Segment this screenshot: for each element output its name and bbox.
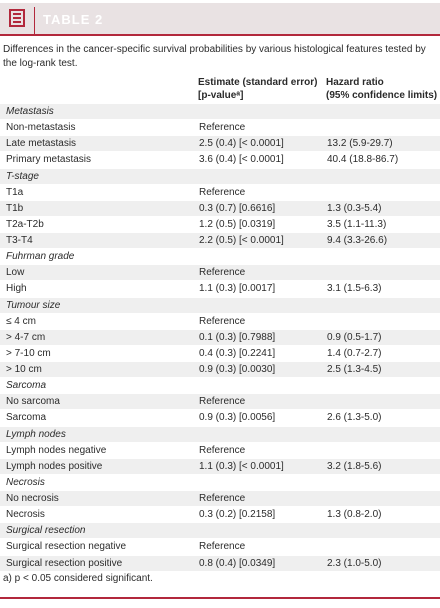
table-row [0, 281, 440, 297]
table-row [0, 539, 440, 555]
row-hazard: 3.2 (1.8-5.6) [327, 460, 382, 472]
row-label: > 4-7 cm [6, 331, 46, 343]
row-label: Surgical resection negative [6, 541, 127, 553]
row-hazard: 1.4 (0.7-2.7) [327, 347, 382, 359]
row-estimate: 1.2 (0.5) [0.0319] [199, 218, 276, 230]
row-label: Surgical resection positive [6, 557, 123, 569]
bottom-rule [0, 597, 440, 599]
row-label: Necrosis [6, 476, 45, 488]
table-icon [9, 9, 25, 27]
row-label: T1b [6, 202, 24, 214]
table-section-row [0, 523, 440, 539]
row-label: > 7-10 cm [6, 347, 51, 359]
row-estimate: Reference [199, 493, 246, 504]
table-caption: Differences in the cancer-specific survival probabilities by various histological features tested by the log-rank test. [3, 44, 426, 69]
row-estimate: Reference [199, 444, 246, 456]
row-label: ≤ 4 cm [6, 315, 36, 327]
header-estimate-line2: [p-valueᵃ] [198, 90, 244, 101]
row-label: Sarcoma [6, 380, 47, 392]
row-estimate: 2.5 (0.4) [< 0.0001] [199, 138, 284, 150]
table-row [0, 152, 440, 168]
row-label: > 10 cm [6, 364, 42, 375]
row-hazard: 40.4 (18.8-86.7) [327, 154, 399, 166]
title-divider [34, 7, 35, 34]
table-row [0, 314, 440, 330]
row-label: Lymph nodes positive [6, 460, 103, 472]
row-label: T3-T4 [6, 235, 33, 246]
table-row [0, 507, 440, 523]
row-estimate: 1.1 (0.3) [< 0.0001] [199, 460, 284, 472]
row-estimate: 1.1 (0.3) [0.0017] [199, 283, 276, 295]
row-estimate: Reference [199, 267, 246, 279]
row-label: Low [6, 267, 25, 279]
table-row [0, 120, 440, 136]
table-section-row [0, 169, 440, 185]
table-row [0, 491, 440, 507]
row-hazard: 1.3 (0.8-2.0) [327, 509, 382, 521]
table-row [0, 217, 440, 233]
row-label: Sarcoma [6, 412, 47, 424]
row-hazard: 2.6 (1.3-5.0) [327, 412, 382, 424]
row-hazard: 3.5 (1.1-11.3) [327, 218, 387, 230]
row-hazard: 3.1 (1.5-6.3) [327, 283, 382, 295]
row-label: No sarcoma [6, 396, 60, 408]
row-estimate: 0.8 (0.4) [0.0349] [199, 557, 276, 569]
row-estimate: Reference [199, 315, 246, 327]
row-label: T1a [6, 186, 24, 198]
row-estimate: Reference [199, 122, 246, 134]
header-hazard-line2: (95% confidence limits) [326, 90, 438, 101]
table-row [0, 443, 440, 459]
table-footnote: a) p < 0.05 considered significant. [3, 573, 153, 584]
header-hazard-line1: Hazard ratio [326, 77, 384, 88]
table-row [0, 410, 440, 426]
row-estimate: 0.3 (0.2) [0.2158] [199, 509, 276, 521]
header-hazard [326, 76, 437, 102]
row-label: Necrosis [6, 509, 45, 521]
table-section-row [0, 104, 440, 120]
row-hazard: 9.4 (3.3-26.6) [327, 235, 388, 246]
row-estimate: 2.2 (0.5) [< 0.0001] [199, 235, 284, 246]
table-header [0, 76, 440, 104]
row-label: Lymph nodes [6, 428, 66, 440]
row-hazard: 2.3 (1.0-5.0) [327, 557, 382, 569]
table-section-row [0, 378, 440, 394]
row-estimate: Reference [199, 541, 246, 553]
table-section-row [0, 298, 440, 314]
row-label: Metastasis [6, 106, 54, 117]
row-hazard: 2.5 (1.3-4.5) [327, 364, 382, 375]
table-row [0, 556, 440, 572]
row-label: Surgical resection [6, 525, 86, 537]
row-estimate: 0.3 (0.7) [0.6616] [199, 202, 276, 214]
row-estimate: 0.9 (0.3) [0.0056] [199, 412, 276, 424]
table-row [0, 201, 440, 217]
table-section-row [0, 249, 440, 265]
row-label: Tumour size [6, 299, 61, 311]
row-hazard: 13.2 (5.9-29.7) [327, 138, 393, 150]
row-estimate: 3.6 (0.4) [< 0.0001] [199, 154, 284, 166]
table-row [0, 185, 440, 201]
table-row [0, 394, 440, 410]
row-estimate: Reference [199, 186, 246, 198]
row-estimate: 0.4 (0.3) [0.2241] [199, 347, 276, 359]
table-row [0, 346, 440, 362]
header-estimate-line1: Estimate (standard error) [198, 77, 318, 88]
row-label: Fuhrman grade [6, 251, 75, 263]
row-label: Primary metastasis [6, 154, 92, 166]
row-estimate: Reference [199, 396, 246, 408]
table-title-bar [0, 3, 440, 36]
table-title: TABLE 2 [43, 12, 104, 27]
row-label: T2a-T2b [6, 218, 44, 230]
row-estimate: 0.9 (0.3) [0.0030] [199, 364, 276, 375]
row-label: Non-metastasis [6, 122, 76, 134]
table-section-row [0, 475, 440, 491]
row-label: No necrosis [6, 493, 59, 504]
row-label: Late metastasis [6, 138, 77, 150]
row-label: Lymph nodes negative [6, 444, 107, 456]
table-row [0, 330, 440, 346]
table-row [0, 265, 440, 281]
row-hazard: 1.3 (0.3-5.4) [327, 202, 382, 214]
table-body [0, 104, 440, 572]
table-row [0, 459, 440, 475]
row-label: T-stage [6, 170, 39, 182]
row-hazard: 0.9 (0.5-1.7) [327, 331, 382, 343]
header-estimate [198, 76, 317, 102]
row-label: High [6, 283, 27, 295]
row-estimate: 0.1 (0.3) [0.7988] [199, 331, 276, 343]
table-row [0, 362, 440, 378]
table-row [0, 136, 440, 152]
table-row [0, 233, 440, 249]
table-section-row [0, 427, 440, 443]
